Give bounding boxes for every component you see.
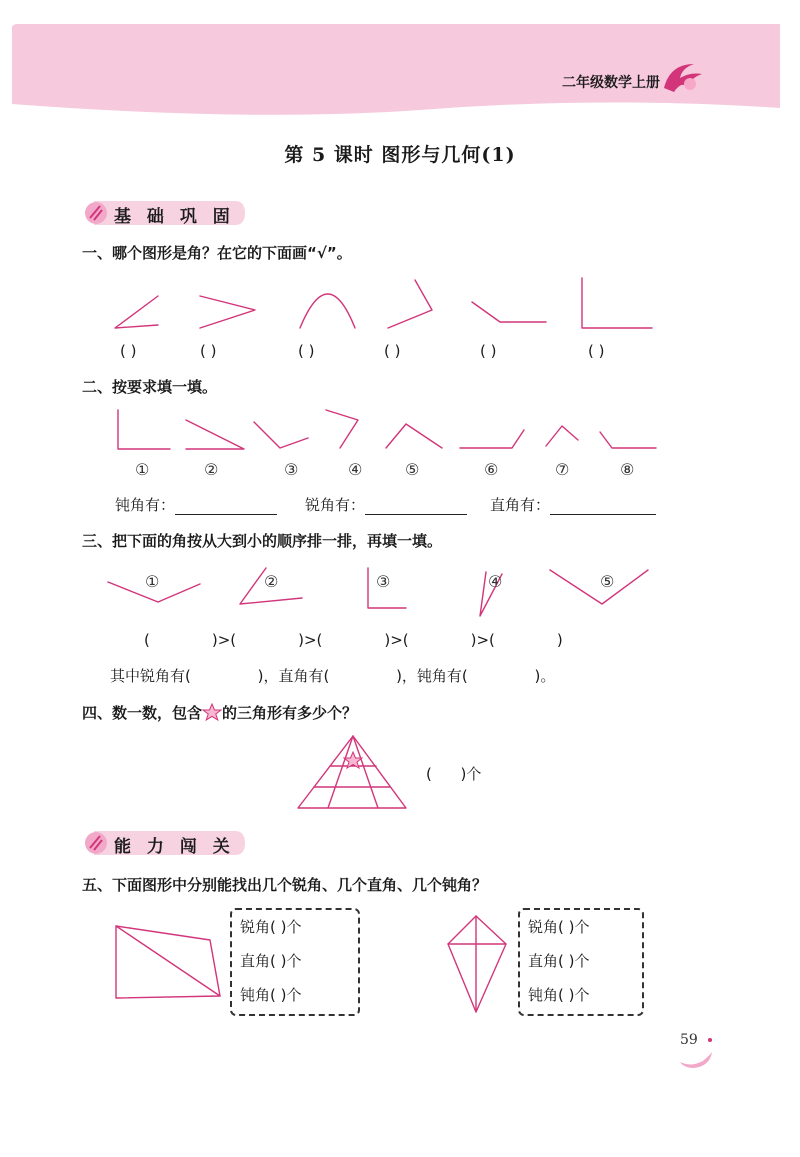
q2-label-7: ⑦ (555, 460, 570, 479)
q2-label-2: ② (204, 460, 219, 479)
acute-answer-line[interactable] (365, 496, 467, 515)
q4-title-after: 的三角形有多少个？ (222, 704, 358, 722)
page-number: 59 (680, 1032, 698, 1048)
q3-label-3: ③ (376, 572, 391, 591)
figure-6-right-angle (582, 278, 652, 328)
obtuse-label: 钝角有： (115, 496, 176, 514)
answer-box-left (230, 908, 360, 1016)
q1-answer-4[interactable]: ( ) (384, 342, 401, 360)
right-count-left[interactable]: 直角( )个 (240, 952, 302, 970)
figure-3-curve (300, 294, 355, 328)
book-label: 二年级数学上册 (562, 75, 660, 91)
angle-7 (546, 426, 578, 446)
angle-8 (600, 432, 656, 448)
obtuse-count-left[interactable]: 钝角( )个 (240, 986, 302, 1004)
question-3-title: 三、把下面的角按从大到小的顺序排一排，再填一填。 (82, 532, 443, 550)
swirl-logo-icon (660, 58, 708, 98)
section-banner-ability (80, 828, 250, 858)
question-1-title: 一、哪个图形是角？在它的下面画“√”。 (82, 244, 352, 262)
figure-4-angle (388, 280, 432, 328)
right-count-right[interactable]: 直角( )个 (528, 952, 590, 970)
q2-label-4: ④ (348, 460, 363, 479)
acute-label: 锐角有： (305, 496, 366, 514)
q2-label-3: ③ (284, 460, 299, 479)
kite-figure (444, 912, 514, 1016)
angle-4 (326, 410, 358, 448)
q1-answer-3[interactable]: ( ) (298, 342, 315, 360)
q1-answer-2[interactable]: ( ) (200, 342, 217, 360)
section-banner-basic (80, 198, 250, 228)
quadrilateral-figure (108, 920, 228, 1004)
answer-box-right (518, 908, 644, 1016)
section-title-ability: 能 力 闯 关 (114, 837, 235, 857)
triangle-figure (296, 732, 410, 812)
q4-answer[interactable]: ( )个 (426, 765, 482, 783)
q1-answer-5[interactable]: ( ) (480, 342, 497, 360)
angle-5 (386, 424, 442, 448)
q1-answer-1[interactable]: ( ) (120, 342, 137, 360)
right-label: 直角有： (490, 496, 551, 514)
acute-count-right[interactable]: 锐角( )个 (528, 918, 590, 936)
angle-3 (254, 422, 308, 448)
obtuse-answer-line[interactable] (175, 496, 277, 515)
q1-answer-6[interactable]: ( ) (588, 342, 605, 360)
order-answer-row[interactable]: ( )>( )>( )>( )>( ) (144, 631, 563, 649)
q3-label-1: ① (145, 572, 160, 591)
acute-count-left[interactable]: 锐角( )个 (240, 918, 302, 936)
angle-1 (118, 410, 170, 449)
angle-5 (550, 570, 648, 604)
classification-answer-row[interactable]: 其中锐角有( )，直角有( )，钝角有( )。 (110, 667, 556, 685)
q2-label-6: ⑥ (484, 460, 499, 479)
question-2-angles (100, 400, 680, 455)
q3-label-4: ④ (488, 572, 503, 591)
angle-2 (186, 420, 244, 449)
right-fill-row (490, 494, 656, 515)
question-4-title (82, 702, 357, 723)
figure-2-open (200, 296, 255, 328)
q2-label-1: ① (135, 460, 150, 479)
figure-5-open (472, 302, 546, 322)
right-answer-line[interactable] (550, 496, 656, 515)
question-5-title: 五、下面图形中分别能找出几个锐角、几个直角、几个钝角？ (82, 876, 488, 894)
acute-fill-row (305, 494, 467, 515)
angle-6 (460, 430, 524, 448)
figure-1-angle (115, 296, 158, 328)
obtuse-fill-row (115, 494, 277, 515)
lesson-title: 第 5 课时 图形与几何(1) (284, 144, 516, 166)
q2-label-8: ⑧ (620, 460, 635, 479)
q4-title-before: 四、数一数，包含 (82, 704, 203, 722)
star-icon (202, 703, 222, 721)
obtuse-count-right[interactable]: 钝角( )个 (528, 986, 590, 1004)
question-2-title: 二、按要求填一填。 (82, 378, 218, 396)
question-1-figures (100, 270, 680, 340)
q3-label-2: ② (264, 572, 279, 591)
q3-label-5: ⑤ (600, 572, 615, 591)
q2-label-5: ⑤ (405, 460, 420, 479)
section-title-basic: 基 础 巩 固 (114, 207, 235, 227)
